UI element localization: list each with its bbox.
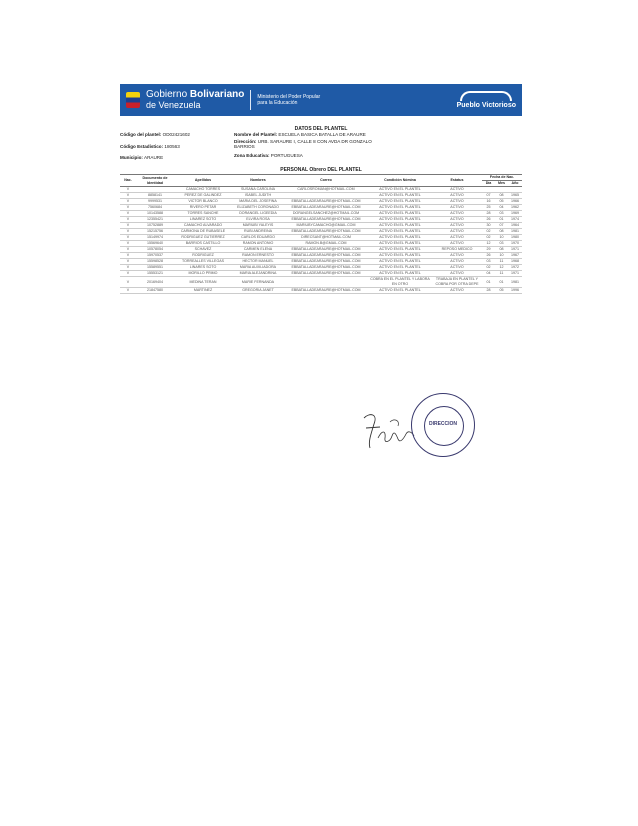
cell-documento: 15149974 — [136, 235, 174, 241]
cell-correo: EBBATALLADEARAURE@HOTMAIL.COM — [284, 253, 368, 259]
cell-nombres: MARIE FERNANDA — [232, 277, 284, 288]
cell-condicion: ACTIVO EN EL PLANTEL — [368, 253, 432, 259]
cell-apellidos: RODRIGUEZ — [174, 253, 232, 259]
gov-line2: de Venezuela — [146, 100, 201, 110]
cell-mes: 10 — [495, 253, 508, 259]
header-divider — [250, 90, 251, 110]
cell-nac: V — [120, 229, 136, 235]
ministry-line1: Ministerio del Poder Popular — [257, 94, 321, 100]
cell-anio: 1972 — [508, 265, 522, 271]
header-anio: Año — [508, 181, 522, 187]
cell-nac: V — [120, 193, 136, 199]
cell-anio: 1981 — [508, 229, 522, 235]
table-header-row — [120, 175, 522, 181]
cell-mes: 07 — [495, 223, 508, 229]
cell-documento: 15589551 — [136, 265, 174, 271]
cell-dia: 12 — [482, 241, 495, 247]
cell-nac: V — [120, 265, 136, 271]
cell-documento: 21847580 — [136, 288, 174, 294]
seal-text: DIRECCION — [428, 421, 458, 427]
cell-condicion: ACTIVO EN EL PLANTEL — [368, 288, 432, 294]
cell-documento: 15553121 — [136, 271, 174, 277]
cell-estatus: ACTIVO — [432, 187, 482, 193]
cell-apellidos: MEDINA TERAN — [174, 277, 232, 288]
cell-documento: 8858141 — [136, 193, 174, 199]
zona-value: PORTUGUESA — [270, 153, 303, 158]
cell-nac: V — [120, 288, 136, 294]
nombre-plantel — [234, 132, 366, 137]
cell-dia: 02 — [482, 235, 495, 241]
cell-condicion: ACTIVO EN EL PLANTEL — [368, 271, 432, 277]
cell-nac: V — [120, 253, 136, 259]
cell-documento: 10143588 — [136, 211, 174, 217]
cell-anio: 1965 — [508, 193, 522, 199]
header-nombres: Nombres — [232, 175, 284, 187]
cell-estatus: ACTIVO — [432, 253, 482, 259]
cell-mes: 04 — [495, 205, 508, 211]
cell-documento: 7560684 — [136, 205, 174, 211]
cell-correo: EBBATALLADEARAURE@HOTMAIL.COM — [284, 199, 368, 205]
table-row — [120, 277, 522, 288]
cell-dia: 25 — [482, 205, 495, 211]
cell-apellidos: RIVERO PETAR — [174, 205, 232, 211]
cell-apellidos: LINARES SOTO — [174, 265, 232, 271]
codigo-plantel-value: OD02421602 — [162, 132, 190, 137]
cell-anio: 1971 — [508, 247, 522, 253]
cell-mes: 08 — [495, 247, 508, 253]
gov-line1-b: Bolivariano — [189, 89, 245, 100]
cell-apellidos: LINAREZ SOTO — [174, 217, 232, 223]
header-correo: Correo — [284, 175, 368, 187]
cell-apellidos: BARRIOS CASTILLO — [174, 241, 232, 247]
cell-anio: 1962 — [508, 205, 522, 211]
cell-apellidos: CAMACHO ALVARADO — [174, 223, 232, 229]
cell-correo: EBBATALLADEARAURE@HOTMAIL.COM — [284, 229, 368, 235]
cell-documento: 15598528 — [136, 259, 174, 265]
cell-dia: 30 — [482, 223, 495, 229]
cell-documento: 9999531 — [136, 199, 174, 205]
header-condicion: Condición Nómina — [368, 175, 432, 187]
cell-condicion: ACTIVO EN EL PLANTEL — [368, 187, 432, 193]
cell-dia: 28 — [482, 211, 495, 217]
cell-nombres: RAMON ERNESTO — [232, 253, 284, 259]
cell-nac: V — [120, 187, 136, 193]
cell-correo: EBBATALLADEARAURE@HOTMAIL.COM — [284, 265, 368, 271]
cell-dia: 28 — [482, 288, 495, 294]
cell-estatus: ACTIVO — [432, 205, 482, 211]
cell-anio: 1980 — [508, 235, 522, 241]
cell-mes: 05 — [495, 288, 508, 294]
cell-apellidos: MARTINEZ — [174, 288, 232, 294]
table-row — [120, 288, 522, 294]
cell-estatus: ACTIVO — [432, 235, 482, 241]
cell-nombres: ELIZABETH CORONADO — [232, 205, 284, 211]
cell-nombres: HECTOR MANUEL — [232, 259, 284, 265]
cell-dia: 01 — [482, 277, 495, 288]
cell-documento: 15215756 — [136, 229, 174, 235]
personal-title: PERSONAL Obrero DEL PLANTEL — [280, 167, 362, 173]
cell-nombres: MARIA ALEJANDRINA — [232, 271, 284, 277]
pueblo-victorioso-logo — [457, 91, 516, 110]
cell-documento: 15970537 — [136, 253, 174, 259]
cell-correo: MARIUBYCAMACHO@GMAIL.COM — [284, 223, 368, 229]
cell-estatus: ACTIVO — [432, 241, 482, 247]
cell-estatus: ACTIVO — [432, 259, 482, 265]
cell-condicion: ACTIVO EN EL PLANTEL — [368, 205, 432, 211]
nombre-label: Nombre del Plantel: — [234, 132, 278, 137]
nombre-value: ESCUELA BASICA BATALLA DE ARAURE — [278, 132, 366, 137]
cell-estatus: ACTIVO — [432, 199, 482, 205]
cell-correo: RAMON.B@GMAIL.COM — [284, 241, 368, 247]
cell-anio: 1964 — [508, 223, 522, 229]
ministry-line2: para la Educación — [257, 100, 298, 106]
government-logo — [146, 90, 244, 110]
cell-nac: V — [120, 223, 136, 229]
cell-estatus: ACTIVO — [432, 223, 482, 229]
cell-condicion: ACTIVO EN EL PLANTEL — [368, 211, 432, 217]
cell-anio: 1969 — [508, 211, 522, 217]
official-seal — [411, 393, 475, 457]
cell-dia: 02 — [482, 229, 495, 235]
cell-condicion: ACTIVO EN EL PLANTEL — [368, 199, 432, 205]
cell-condicion: ACTIVO EN EL PLANTEL — [368, 193, 432, 199]
header-banner — [120, 84, 522, 116]
cell-estatus: ACTIVO — [432, 288, 482, 294]
cell-estatus: ACTIVO — [432, 193, 482, 199]
table-body — [120, 187, 522, 294]
cell-condicion: ACTIVO EN EL PLANTEL — [368, 229, 432, 235]
cell-nombres: SUSANA CAROLINA — [232, 187, 284, 193]
cell-dia: 07 — [482, 193, 495, 199]
cell-mes: 08 — [495, 229, 508, 235]
codigo-estadistico — [120, 144, 180, 149]
cell-nombres: MARIUBI YALEYIS — [232, 223, 284, 229]
zona-educativa — [234, 153, 303, 158]
venezuela-flag-icon — [126, 92, 140, 108]
cell-nac: V — [120, 217, 136, 223]
arc-icon — [460, 91, 512, 101]
cell-condicion: ACTIVO EN EL PLANTEL — [368, 217, 432, 223]
cell-condicion: ACTIVO EN EL PLANTEL — [368, 241, 432, 247]
cell-anio: 1971 — [508, 271, 522, 277]
cell-apellidos: RODRIGUEZ GUTIERREZ — [174, 235, 232, 241]
cell-dia: 03 — [482, 259, 495, 265]
ministry-label — [257, 94, 327, 106]
cell-correo: DIRECSANT@HOTMAIL.COM — [284, 235, 368, 241]
table-row — [120, 229, 522, 235]
cell-correo — [284, 277, 368, 288]
codigo-estadistico-value: 180563 — [164, 144, 180, 149]
cell-apellidos: VICTOR BLANCO — [174, 199, 232, 205]
cell-nac: V — [120, 241, 136, 247]
codigo-estadistico-label: Código Estadístico: — [120, 144, 164, 149]
cell-mes: 01 — [495, 217, 508, 223]
cell-documento: 10752889 — [136, 223, 174, 229]
cell-nac: V — [120, 211, 136, 217]
cell-apellidos: TORRES SANCHE — [174, 211, 232, 217]
cell-mes: 03 — [495, 211, 508, 217]
cell-nac: V — [120, 259, 136, 265]
cell-correo: EBBATALLADEARAURE@HOTMAIL.COM — [284, 205, 368, 211]
cell-nombres: MARIA AUXILIADORA — [232, 265, 284, 271]
cell-dia: 02 — [482, 265, 495, 271]
direccion-label: Dirección: — [234, 139, 257, 144]
cell-nombres: GREGORIA JANET — [232, 288, 284, 294]
codigo-plantel-label: Código del plantel: — [120, 132, 162, 137]
municipio-label: Municipio: — [120, 155, 143, 160]
cell-nac: V — [120, 277, 136, 288]
cell-condicion: COBRA EN EL PLANTEL Y LABORA EN OTRO — [368, 277, 432, 288]
handwritten-signature — [360, 408, 416, 452]
cell-anio: 1968 — [508, 259, 522, 265]
cell-documento: 10578054 — [136, 247, 174, 253]
direccion-line2: BARRIOS — [234, 144, 255, 149]
cell-mes: 08 — [495, 193, 508, 199]
cell-documento: 20169404 — [136, 277, 174, 288]
cell-anio: 1970 — [508, 241, 522, 247]
cell-nombres: ISABEL JUDITH — [232, 193, 284, 199]
cell-apellidos: MORILLO PRIMO — [174, 271, 232, 277]
cell-apellidos: CARMONA DE RUBASELE — [174, 229, 232, 235]
cell-estatus: TRABAJA EN PLANTEL Y COBRA POR OTRA DEPE — [432, 277, 482, 288]
municipio — [120, 155, 163, 160]
cell-apellidos: PEREZ DE GALINDEZ — [174, 193, 232, 199]
cell-dia: 26 — [482, 253, 495, 259]
cell-condicion: ACTIVO EN EL PLANTEL — [368, 259, 432, 265]
pueblo-victorioso-text: Pueblo Victorioso — [456, 101, 516, 109]
cell-estatus: ACTIVO — [432, 211, 482, 217]
cell-condicion: ACTIVO EN EL PLANTEL — [368, 247, 432, 253]
header-mes: Mes — [495, 181, 508, 187]
cell-mes: 10 — [495, 235, 508, 241]
cell-nombres: CARMEN ELENA — [232, 247, 284, 253]
cell-correo: EBBATALLADEARAURE@HOTMAIL.COM — [284, 271, 368, 277]
cell-dia: 16 — [482, 199, 495, 205]
cell-correo: EBBATALLADEARAURE@HOTMAIL.COM — [284, 259, 368, 265]
cell-correo: DORANGELSANCHEZ@HOTMAIL.COM — [284, 211, 368, 217]
cell-correo: EBBATALLADEARAURE@HOTMAIL.COM — [284, 288, 368, 294]
header-estatus: Estatus — [432, 175, 482, 187]
cell-mes: 11 — [495, 259, 508, 265]
cell-nac: V — [120, 199, 136, 205]
header-nac: Nac. — [120, 175, 136, 187]
gov-line1-a: Gobierno — [146, 89, 188, 100]
cell-apellidos: CAMACHO TORRES — [174, 187, 232, 193]
cell-nombres: RUBI ANDREINA — [232, 229, 284, 235]
datos-title: DATOS DEL PLANTEL — [294, 126, 348, 132]
cell-nac: V — [120, 247, 136, 253]
cell-correo: EBBATALLADEARAURE@HOTMAIL.COM — [284, 217, 368, 223]
cell-mes: 12 — [495, 265, 508, 271]
personal-table — [120, 174, 522, 294]
cell-nac: V — [120, 205, 136, 211]
municipio-value: ARAURE — [144, 155, 164, 160]
cell-dia: 04 — [482, 271, 495, 277]
cell-dia: 26 — [482, 217, 495, 223]
cell-mes: 05 — [495, 199, 508, 205]
cell-estatus: REPOSO MEDICO — [432, 247, 482, 253]
cell-anio: 1981 — [508, 277, 522, 288]
cell-estatus: ACTIVO — [432, 265, 482, 271]
cell-correo: EBBATALLADEARAURE@HOTMAIL.COM — [284, 247, 368, 253]
cell-mes: 11 — [495, 271, 508, 277]
header-documento: Documento de Identidad — [136, 175, 174, 187]
cell-anio: 1974 — [508, 217, 522, 223]
cell-condicion: ACTIVO EN EL PLANTEL — [368, 223, 432, 229]
cell-dia: 29 — [482, 247, 495, 253]
direccion-value-1: URB. SARAURE I, CALLE 8 CON AVDA DR GONZALO — [257, 139, 372, 144]
cell-nac: V — [120, 271, 136, 277]
header-apellidos: Apellidos — [174, 175, 232, 187]
cell-condicion: ACTIVO EN EL PLANTEL — [368, 235, 432, 241]
cell-anio: 1966 — [508, 199, 522, 205]
cell-nombres: CARLOS EDUARDO — [232, 235, 284, 241]
cell-nombres: DORANGEL LIGEEDIA — [232, 211, 284, 217]
cell-anio: 1967 — [508, 253, 522, 259]
header-dia: Día — [482, 181, 495, 187]
header-fecha: Fecha de Nac. — [482, 175, 522, 181]
cell-mes: 03 — [495, 241, 508, 247]
cell-estatus: ACTIVO — [432, 217, 482, 223]
cell-correo: CARLOSROMAN@HOTMAIL.COM — [284, 187, 368, 193]
cell-documento: 12355421 — [136, 217, 174, 223]
cell-anio: 1996 — [508, 288, 522, 294]
cell-estatus: ACTIVO — [432, 229, 482, 235]
cell-estatus: ACTIVO — [432, 271, 482, 277]
cell-nombres: RAMON ANTONIO — [232, 241, 284, 247]
cell-condicion: ACTIVO EN EL PLANTEL — [368, 265, 432, 271]
cell-apellidos: TORREALLES VILLEGAS — [174, 259, 232, 265]
cell-nombres: MARIA DEL JOSEFINA — [232, 199, 284, 205]
cell-nombres: ELVIRA ROSA — [232, 217, 284, 223]
cell-documento: 15569640 — [136, 241, 174, 247]
cell-apellidos: SCHAVEZ — [174, 247, 232, 253]
cell-mes: 01 — [495, 277, 508, 288]
codigo-plantel — [120, 132, 190, 137]
zona-label: Zona Educativa: — [234, 153, 270, 158]
cell-nac: V — [120, 235, 136, 241]
